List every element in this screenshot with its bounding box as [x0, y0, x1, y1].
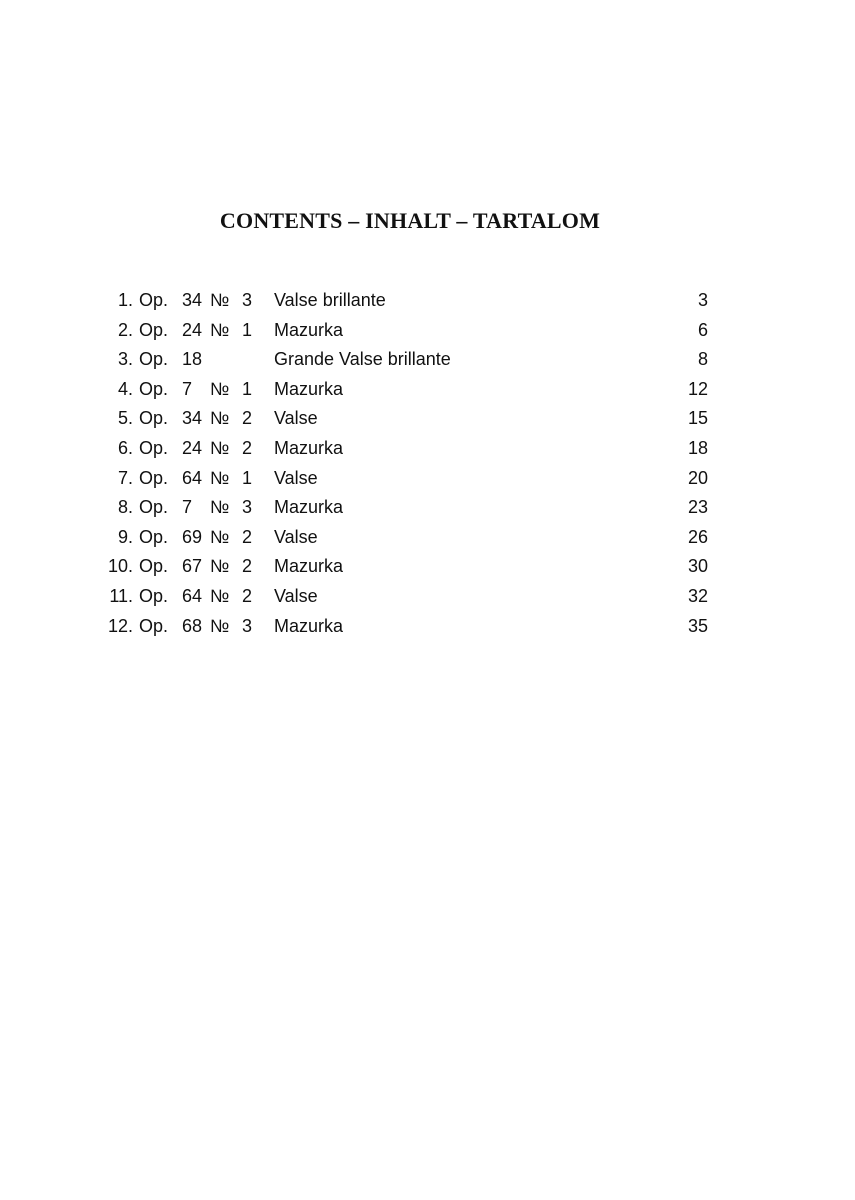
opus-number: 7 [182, 378, 193, 399]
toc-entry [0, 584, 855, 614]
toc-entry [0, 495, 855, 525]
entry-index: 4. [117, 378, 133, 399]
page-title: CONTENTS – INHALT – TARTALOM [219, 208, 601, 233]
page-number: 3 [697, 290, 708, 310]
opus-number: 68 [182, 615, 203, 636]
piece-number: 2 [242, 437, 253, 458]
entry-index: 1. [117, 290, 133, 310]
piece-number: 1 [242, 467, 253, 488]
number-sign: № [210, 467, 230, 488]
number-sign: № [210, 319, 230, 340]
entry-index: 3. [117, 349, 133, 370]
page-number: 8 [697, 349, 708, 370]
opus-label: Op. [139, 437, 169, 458]
number-sign: № [210, 615, 230, 636]
number-sign: № [210, 437, 230, 458]
piece-title: Mazurka [274, 554, 349, 578]
piece-title: Mazurka [274, 614, 349, 638]
toc-entry [0, 525, 855, 555]
entry-index: 2. [117, 319, 133, 340]
piece-title: Mazurka [274, 436, 349, 460]
opus-label: Op. [139, 319, 169, 340]
entry-index: 9. [117, 526, 133, 547]
entry-index: 5. [117, 408, 133, 429]
number-sign: № [210, 290, 230, 310]
piece-title: Valse brillante [274, 288, 392, 312]
piece-number: 3 [242, 290, 253, 310]
opus-label: Op. [139, 585, 169, 606]
piece-number: 2 [242, 526, 253, 547]
piece-title: Valse [274, 584, 324, 608]
opus-label: Op. [139, 497, 169, 518]
piece-title: Valse [274, 525, 324, 549]
opus-number: 34 [182, 290, 203, 310]
toc-entry [0, 318, 855, 348]
piece-number: 3 [242, 615, 253, 636]
entry-index: 7. [117, 467, 133, 488]
toc-entry [0, 377, 855, 407]
opus-label: Op. [139, 378, 169, 399]
page-number: 12 [687, 378, 708, 399]
piece-number: 1 [242, 378, 253, 399]
piece-number: 2 [242, 408, 253, 429]
opus-number: 64 [182, 467, 203, 488]
number-sign: № [210, 556, 230, 577]
page-number: 6 [697, 319, 708, 340]
opus-label: Op. [139, 556, 169, 577]
toc-entry [0, 406, 855, 436]
piece-title: Valse [274, 406, 324, 430]
toc-entry [0, 347, 855, 377]
number-sign: № [210, 408, 230, 429]
opus-number: 34 [182, 408, 203, 429]
entry-index: 6. [117, 437, 133, 458]
toc-entry [0, 436, 855, 466]
page-number: 15 [687, 408, 708, 429]
page-number: 26 [687, 526, 708, 547]
entry-index: 8. [117, 497, 133, 518]
entry-index: 12. [107, 615, 133, 636]
piece-number: 1 [242, 319, 253, 340]
page-number: 20 [687, 467, 708, 488]
piece-title: Grande Valse brillante [274, 347, 457, 371]
opus-label: Op. [139, 467, 169, 488]
opus-number: 24 [182, 437, 203, 458]
page-number: 30 [687, 556, 708, 577]
opus-label: Op. [139, 349, 169, 370]
piece-number: 2 [242, 556, 253, 577]
piece-title: Mazurka [274, 377, 349, 401]
piece-title: Valse [274, 466, 324, 490]
opus-number: 64 [182, 585, 203, 606]
piece-title: Mazurka [274, 495, 349, 519]
opus-label: Op. [139, 526, 169, 547]
number-sign: № [210, 526, 230, 547]
opus-number: 18 [182, 349, 203, 370]
entry-index: 10. [107, 556, 133, 577]
number-sign: № [210, 585, 230, 606]
page-number: 18 [687, 437, 708, 458]
toc-entry [0, 554, 855, 584]
page-number: 35 [687, 615, 708, 636]
opus-number: 24 [182, 319, 203, 340]
toc-entry [0, 288, 855, 318]
opus-number: 69 [182, 526, 203, 547]
piece-title: Mazurka [274, 318, 349, 342]
page-number: 23 [687, 497, 708, 518]
toc-entry [0, 614, 855, 644]
opus-label: Op. [139, 615, 169, 636]
opus-label: Op. [139, 408, 169, 429]
piece-number: 3 [242, 497, 253, 518]
opus-label: Op. [139, 290, 169, 310]
entry-index: 11. [109, 585, 133, 606]
piece-number: 2 [242, 585, 253, 606]
page-number: 32 [687, 585, 708, 606]
number-sign: № [210, 378, 230, 399]
number-sign: № [210, 497, 230, 518]
opus-number: 7 [182, 497, 193, 518]
table-of-contents [0, 288, 855, 643]
opus-number: 67 [182, 556, 203, 577]
toc-entry [0, 466, 855, 496]
